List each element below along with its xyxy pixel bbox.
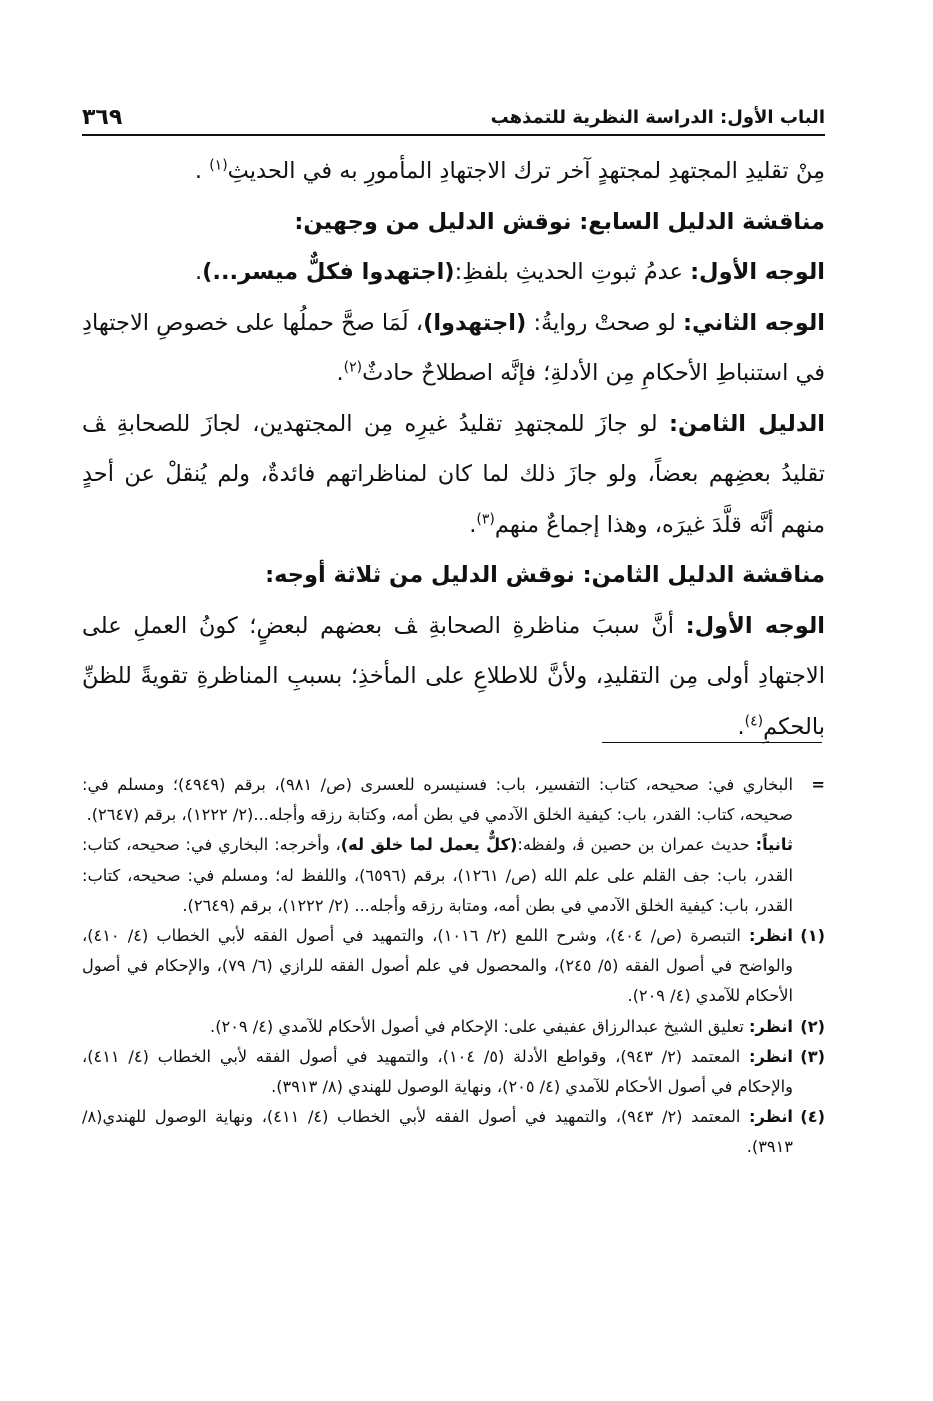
main-text (82, 146, 825, 752)
footnote-number: (٢) (800, 1016, 825, 1036)
hadith-quote: (كلٌّ يعمل لما خلق له) (340, 835, 518, 855)
section-heading-eighth (82, 550, 825, 601)
footnote-body (82, 1102, 793, 1162)
running-title: الباب الأول: الدراسة النظرية للتمذهب (490, 107, 825, 128)
paragraph-text: لو جازَ للمجتهدِ تقليدُ غيرِه مِن المجتهدين، لجازَ للصحابةِ ﭫ تقليدُ بعضِهم بعضاً، ولو جازَ ذلك لما كان لمناظراتهم فائدةٌ، ولم يُنقلْ عن أحدٍ منهم أنَّه قلَّدَ غيرَه، وهذا إجماعٌ منهم (82, 410, 825, 538)
footnote-continuation (82, 770, 825, 921)
paragraph-text: ، لَمَا صحَّ حملُها على خصوصِ الاجتهادِ في استنباطِ الأحكامِ مِن الأدلةِ؛ فإنَّه اصطلاحٌ حادثٌ (82, 309, 825, 386)
footnote-ref: (٢) (343, 359, 363, 376)
heading-text: مناقشة الدليل السابع: نوقش الدليل من وجهين: (294, 208, 825, 235)
continuation-mark: = (811, 775, 825, 794)
footnotes (82, 770, 825, 1163)
paragraph-3 (82, 247, 825, 298)
footnote-text: المعتمد (٢/ ٩٤٣)، والتمهيد في أصول الفقه لأبي الخطاب (٤/ ٤١١)، ونهاية الوصول للهندي(٨/ ٣٩١٣). (82, 1107, 793, 1157)
lead-label: انظر: (749, 1046, 793, 1066)
paragraph-7 (82, 601, 825, 753)
heading-text: مناقشة الدليل الثامن: نوقش الدليل من ثلاثة أوجه: (265, 562, 825, 588)
footnote-number: (٤) (800, 1107, 825, 1127)
paragraph-5 (82, 399, 825, 551)
hadith-quote: (اجتهدوا) (423, 309, 527, 336)
footnote-text: المعتمد (٢/ ٩٤٣)، وقواطع الأدلة (٥/ ١٠٤)، والتمهيد في أصول الفقه لأبي الخطاب (٤/ ٤١١)، والإحكام في أصول الأحكام للآمدي (٤/ ٢٠٥)، ونهاية الوصول للهندي (٨/ ٣٩١٣). (82, 1046, 793, 1097)
footnote-3 (82, 1042, 825, 1102)
lead-label: الوجه الأول: (685, 612, 826, 639)
hadith-quote: (اجتهدوا فكلٌّ ميسر...) (202, 259, 455, 285)
footnote-text: تعليق الشيخ عبدالرزاق عفيفي على: الإحكام في أصول الأحكام للآمدي (٤/ ٢٠٩). (210, 1016, 750, 1036)
footnote-text (82, 830, 793, 921)
footnote-body (82, 1042, 793, 1102)
footnote-4 (82, 1102, 825, 1162)
page-header (82, 92, 825, 136)
footnote-text: ، وأخرجه: البخاري في: صحيحه، كتاب: القدر، باب: جف القلم على علم الله (ص/ ١٢٦١)، برقم (٦٥٩٦)، واللفظ له؛ ومسلم في: صحيحه، كتاب: القدر، باب: كيفية الخلق الآدمي في بطن أمه، ومتابة رزقه وأجله... (٢/ ١٢٢٢)، برقم (٢٦٤٩). (82, 835, 793, 915)
paragraph-tail: . (469, 511, 477, 538)
footnote-1 (82, 921, 825, 1012)
paragraph-text: أنَّ سببَ مناظرةِ الصحابةِ ﭫ بعضهم لبعضٍ؛ كونُ العملِ على الاجتهادِ أولى مِن التقليدِ، ولأنَّ للاطلاعِ على المأخذِ؛ بسببِ المناظرةِ تقويةً للظنِّ بالحكمِ (82, 612, 825, 740)
lead-label: ثانياً: (755, 835, 793, 855)
paragraph-tail: . (194, 158, 210, 184)
footnote-text: البخاري في: صحيحه، كتاب: التفسير، باب: فسنيسره للعسرى (ص/ ٩٨١)، برقم (٤٩٤٩)؛ ومسلم في: صحيحه، كتاب: القدر، باب: كيفية الخلق الآدمي في بطن أمه، وكتابة رزقه وأجله...(٢/ ١٢٢٢)، برقم (٢٦٤٧). (82, 775, 793, 825)
footnote-body (82, 921, 793, 1012)
paragraph-tail: . (194, 259, 203, 285)
lead-label: انظر: (749, 1016, 793, 1036)
footnote-text: التبصرة (ص/ ٤٠٤)، وشرح اللمع (٢/ ١٠١٦)، والتمهيد في أصول الفقه لأبي الخطاب (٤/ ٤١٠)، والواضح في أصول الفقه (٥/ ٢٤٥)، والمحصول في علم أصول الفقه للرازي (٦/ ٧٩)، والإحكام في أصول الأحكام للآمدي (٤/ ٢٠٩). (82, 926, 793, 1006)
paragraph-text: لو صحتْ روايةُ: (526, 309, 684, 336)
footnote-number: (١) (800, 926, 825, 946)
section-heading-seventh (82, 197, 825, 248)
paragraph-text: عدمُ ثبوتِ الحديثِ بلفظِ: (454, 259, 691, 285)
footnote-ref: (٣) (476, 511, 495, 527)
footnote-number: (٣) (800, 1046, 825, 1066)
paragraph-tail: . (737, 713, 745, 740)
footnote-body (82, 770, 793, 921)
lead-label: انظر: (749, 1107, 793, 1127)
page-number: ٣٦٩ (82, 105, 123, 130)
paragraph-4 (82, 298, 825, 399)
paragraph-text: مِنْ تقليدِ المجتهدِ لمجتهدٍ آخر ترك الاجتهادِ المأمورِ به في الحديثِ (227, 158, 825, 184)
footnote-ref: (٤) (744, 713, 764, 729)
footnote-ref: (١) (209, 157, 228, 174)
footnote-separator (602, 742, 822, 743)
footnote-body (82, 1012, 793, 1042)
paragraph-1 (82, 146, 825, 197)
lead-label: الوجه الأول: (690, 259, 825, 285)
paragraph-tail: . (336, 360, 344, 386)
lead-label: الوجه الثاني: (683, 309, 826, 336)
footnote-text: حديث عمران بن حصين ﭬ، ولفظه: (517, 835, 756, 855)
lead-label: الدليل الثامن: (669, 410, 825, 437)
lead-label: انظر: (749, 926, 793, 946)
footnote-2 (82, 1012, 825, 1042)
